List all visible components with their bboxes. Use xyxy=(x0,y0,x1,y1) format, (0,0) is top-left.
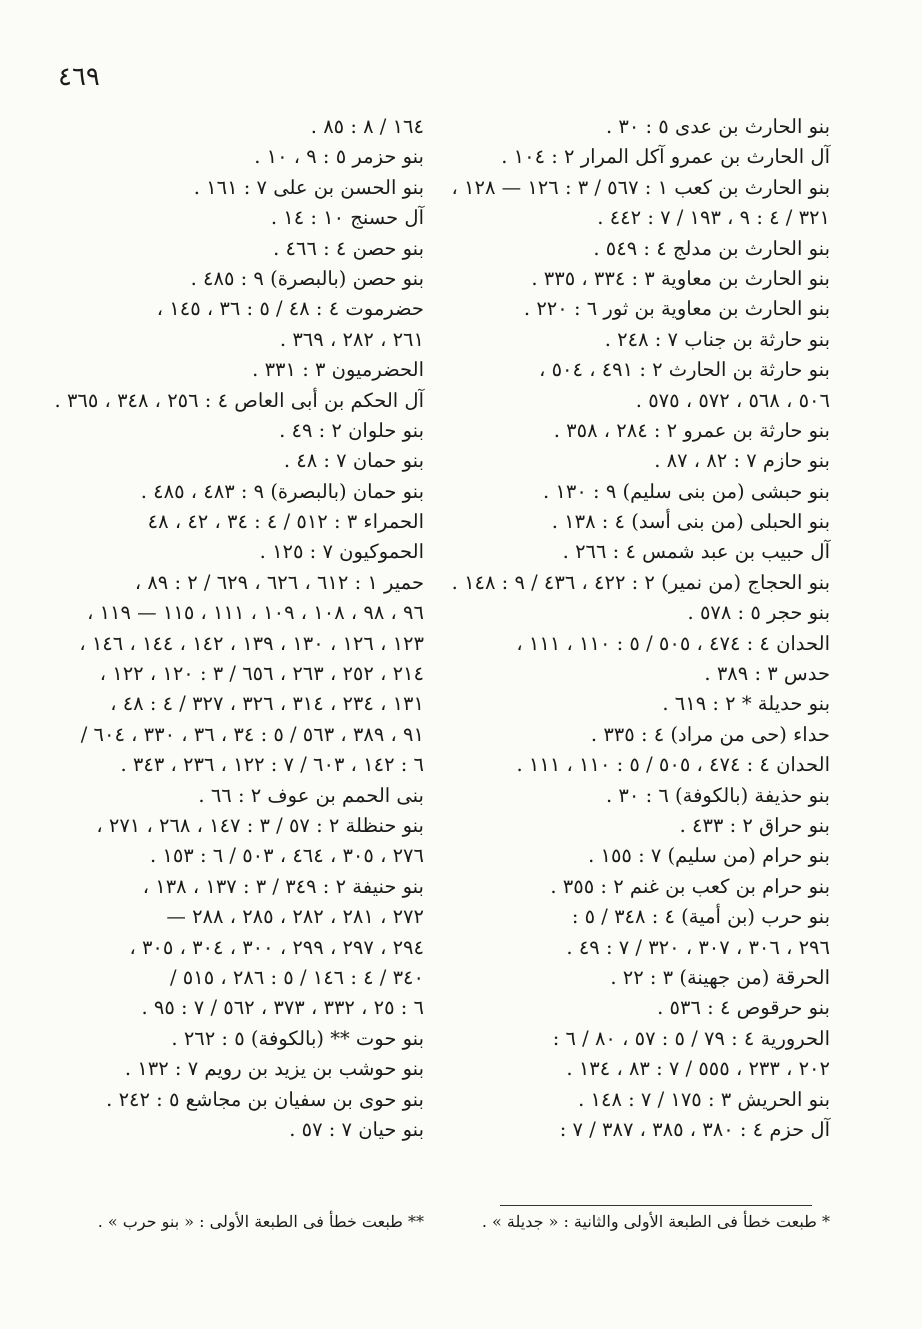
index-entry: ١٣١ ، ٢٣٤ ، ٣١٤ ، ٣٢٦ ، ٣٢٧ / ٤ : ٤٨ ، xyxy=(110,692,424,716)
index-entry: آل حسنج ١٠ : ١٤ . xyxy=(270,206,424,230)
index-entry: ٩١ ، ٣٨٩ ، ٥٦٣ / ٥ : ٣٤ ، ٣٦ ، ٣٣٠ ، ٦٠٤ / xyxy=(80,722,424,746)
index-entry: بنو حرام بن كعب بن غنم ٢ : ٣٥٥ . xyxy=(550,874,830,898)
index-entry: بنو الحارث بن معاوية بن ثور ٦ : ٢٢٠ . xyxy=(523,297,830,321)
index-entry: آل حزم ٤ : ٣٨٠ ، ٣٨٥ ، ٣٨٧ / ٧ : xyxy=(559,1117,830,1141)
index-entry: الحرقة (من جهينة) ٣ : ٢٢ . xyxy=(610,965,830,989)
index-entry: بنو الحريش ٣ : ١٧٥ / ٧ : ١٤٨ . xyxy=(578,1087,830,1111)
index-entry: حضرموت ٤ : ٤٨ / ٥ : ٣٦ ، ١٤٥ ، xyxy=(156,297,424,321)
index-entry: بنو الحسن بن على ٧ : ١٦١ . xyxy=(193,175,424,199)
index-entry: بنو الحارث بن كعب ١ : ٥٦٧ / ٣ : ١٢٦ — ١٢٨ ، xyxy=(451,175,830,199)
index-entry: بنو حلوان ٢ : ٤٩ . xyxy=(279,418,424,442)
index-entry: ٢٩٦ ، ٣٠٦ ، ٣٠٧ ، ٣٢٠ / ٧ : ٤٩ . xyxy=(566,935,830,959)
index-entry: ٦ : ١٤٢ ، ٦٠٣ / ٧ : ١٢٢ ، ٢٣٦ ، ٣٤٣ . xyxy=(120,753,424,777)
index-entry: ٢٧٢ ، ٢٨١ ، ٢٨٢ ، ٢٨٥ ، ٢٨٨ — xyxy=(166,905,424,929)
index-entry: بنو حديلة * ٢ : ٦١٩ . xyxy=(662,692,830,716)
index-entry: بنو حراق ٢ : ٤٣٣ . xyxy=(679,813,830,837)
index-entry: بنو الحارث بن معاوية ٣ : ٣٣٤ ، ٣٣٥ . xyxy=(531,266,830,290)
index-entry: ١٢٣ ، ١٢٦ ، ١٣٠ ، ١٣٩ ، ١٤٢ ، ١٤٤ ، ١٤٦ ، xyxy=(79,631,424,655)
index-entry: الحرورية ٤ : ٧٩ / ٥ : ٥٧ ، ٨٠ / ٦ : xyxy=(552,1026,830,1050)
index-entry: آل الحكم بن أبى العاص ٤ : ٢٥٦ ، ٣٤٨ ، ٣٦٥ . xyxy=(54,388,424,412)
index-entry: ١٦٤ / ٨ : ٨٥ . xyxy=(310,115,424,138)
index-entry: بنو حنيفة ٢ : ٣٤٩ / ٣ : ١٣٧ ، ١٣٨ ، xyxy=(142,874,424,898)
index-entry: ٢٦١ ، ٢٨٢ ، ٣٦٩ . xyxy=(279,327,424,351)
index-entry: الحضرميون ٣ : ٣٣١ . xyxy=(252,358,424,382)
index-entry: ٩٦ ، ٩٨ ، ١٠٨ ، ١٠٩ ، ١١١ ، ١١٥ — ١١٩ ، xyxy=(87,601,424,625)
index-entry: بنو حوت ** (بالكوفة) ٥ : ٢٦٢ . xyxy=(171,1026,424,1050)
index-entry: بنو حمان (بالبصرة) ٩ : ٤٨٣ ، ٤٨٥ . xyxy=(140,479,424,503)
index-entry: ٦ : ٢٥ ، ٣٣٢ ، ٣٧٣ ، ٥٦٢ / ٧ : ٩٥ . xyxy=(141,996,424,1020)
index-entry: حمير ١ : ٦١٢ ، ٦٢٦ ، ٦٢٩ / ٢ : ٨٩ ، xyxy=(134,570,424,594)
index-entry: بنو حرب (بن أمية) ٤ : ٣٤٨ / ٥ : xyxy=(571,905,830,929)
index-entry: الحدان ٤ : ٤٧٤ ، ٥٠٥ / ٥ : ١١٠ ، ١١١ . xyxy=(516,753,830,777)
index-entry: بنو حذيفة (بالكوفة) ٦ : ٣٠ . xyxy=(606,783,830,807)
index-entry: ٢٩٤ ، ٢٩٧ ، ٢٩٩ ، ٣٠٠ ، ٣٠٤ ، ٣٠٥ ، xyxy=(129,935,424,959)
index-entry: بنو حازم ٧ : ٨٢ ، ٨٧ . xyxy=(654,449,830,473)
index-entry: ٢٠٢ ، ٢٣٣ ، ٥٥٥ / ٧ : ٨٣ ، ١٣٤ . xyxy=(566,1057,830,1081)
index-entry: بنو حارثة بن الحارث ٢ : ٤٩١ ، ٥٠٤ ، xyxy=(539,358,830,382)
index-entry: بنو الحارث بن مدلج ٤ : ٥٤٩ . xyxy=(593,236,830,260)
index-entry: ٢١٤ ، ٢٥٢ ، ٢٦٣ ، ٦٥٦ / ٣ : ١٢٠ ، ١٢٢ ، xyxy=(99,662,424,686)
index-entry: حدس ٣ : ٣٨٩ . xyxy=(704,662,830,686)
index-entry: آل حبيب بن عبد شمس ٤ : ٢٦٦ . xyxy=(562,540,830,564)
index-entry: حداء (حى من مراد) ٤ : ٣٣٥ . xyxy=(590,722,830,746)
index-entry: بنو حوشب بن يزيد بن رويم ٧ : ١٣٢ . xyxy=(124,1057,424,1081)
index-entry: بنو حرقوص ٤ : ٥٣٦ . xyxy=(657,996,830,1020)
index-entry: بنو الحجاج (من نمير) ٢ : ٤٢٢ ، ٤٣٦ / ٩ : ١٤٨ . xyxy=(451,570,830,594)
index-column-left xyxy=(52,112,424,1145)
index-entry: آل الحارث بن عمرو آكل المرار ٢ : ١٠٤ . xyxy=(501,145,830,169)
index-entry: بنو حارثة بن جناب ٧ : ٢٤٨ . xyxy=(604,327,830,351)
index-entry: الحمراء ٣ : ٥١٢ / ٤ : ٣٤ ، ٤٢ ، ٤٨ xyxy=(147,510,424,534)
index-entry: بنو حنظلة ٢ : ٥٧ / ٣ : ١٤٧ ، ٢٦٨ ، ٢٧١ ، xyxy=(96,813,424,837)
index-entry: بنو حيان ٧ : ٥٧ . xyxy=(289,1117,424,1141)
index-entry: بنى الحمم بن عوف ٢ : ٦٦ . xyxy=(198,783,424,807)
index-entry: بنو حارثة بن عمرو ٢ : ٢٨٤ ، ٣٥٨ . xyxy=(553,418,830,442)
index-entry: الحموكيون ٧ : ١٢٥ . xyxy=(259,540,424,564)
index-column-right xyxy=(451,112,830,1145)
index-entry: ٥٠٦ ، ٥٦٨ ، ٥٧٢ ، ٥٧٥ . xyxy=(635,388,830,412)
index-entry: ٢٧٦ ، ٣٠٥ ، ٤٦٤ ، ٥٠٣ / ٦ : ١٥٣ . xyxy=(149,844,424,868)
index-entry: الحدان ٤ : ٤٧٤ ، ٥٠٥ / ٥ : ١١٠ ، ١١١ ، xyxy=(516,631,830,655)
footnote-right: * طبعت خطأ فى الطبعة الأولى والثانية : « جديلة » . xyxy=(481,1212,830,1231)
index-entry: بنو حجر ٥ : ٥٧٨ . xyxy=(687,601,830,625)
page-number: ٤٦٩ xyxy=(58,62,100,92)
index-entry: بنو الحبلى (من بنى أسد) ٤ : ١٣٨ . xyxy=(551,510,830,534)
index-entry: بنو الحارث بن عدى ٥ : ٣٠ . xyxy=(605,115,830,138)
footnote-left: ** طبعت خطأ فى الطبعة الأولى : « بنو حرب » . xyxy=(97,1212,424,1231)
index-entry: ٣٤٠ / ٤ : ١٤٦ / ٥ : ٢٨٦ ، ٥١٥ / xyxy=(169,965,424,989)
index-entry: بنو حصن ٤ : ٤٦٦ . xyxy=(273,236,424,260)
index-entry: ٣٢١ / ٤ : ٩ ، ١٩٣ / ٧ : ٤٤٢ . xyxy=(597,206,830,230)
index-entry: بنو حزمر ٥ : ٩ ، ١٠ . xyxy=(254,145,424,169)
index-entry: بنو حوى بن سفيان بن مجاشع ٥ : ٢٤٢ . xyxy=(106,1087,424,1111)
index-entry: بنو حبشى (من بنى سليم) ٩ : ١٣٠ . xyxy=(543,479,830,503)
index-entry: بنو حرام (من سليم) ٧ : ١٥٥ . xyxy=(588,844,830,868)
footnote-divider xyxy=(500,1205,812,1206)
index-entry: بنو حمان ٧ : ٤٨ . xyxy=(283,449,424,473)
index-entry: بنو حصن (بالبصرة) ٩ : ٤٨٥ . xyxy=(190,266,424,290)
